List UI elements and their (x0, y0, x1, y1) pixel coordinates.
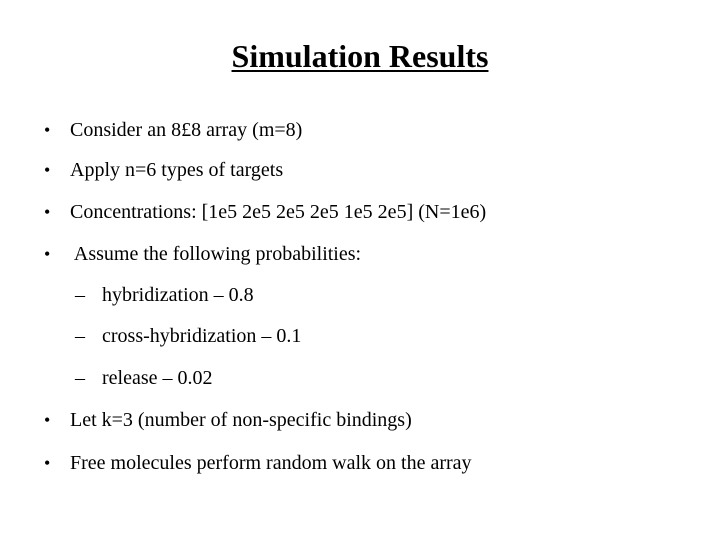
dash-marker: – (75, 367, 85, 389)
bullet-text: Apply n=6 types of targets (70, 159, 284, 181)
bullet-text: Consider an 8£8 array (m=8) (70, 119, 303, 141)
sub-bullet-text: cross-hybridization – 0.1 (102, 325, 302, 347)
sub-bullet-text: hybridization – 0.8 (102, 284, 254, 306)
dash-marker: – (75, 284, 85, 306)
bullet-text: Concentrations: [1e5 2e5 2e5 2e5 1e5 2e5] (N=1e6) (70, 201, 487, 223)
bullet-text: Assume the following probabilities: (70, 243, 362, 265)
bullet-marker: • (44, 244, 51, 264)
bullet-text: Free molecules perform random walk on the array (70, 452, 472, 474)
bullet-marker: • (44, 160, 51, 180)
bullet-marker: • (44, 410, 51, 430)
bullet-text: Let k=3 (number of non-specific bindings) (70, 409, 412, 431)
bullet-marker: • (44, 202, 51, 222)
slide-title-text: Simulation Results (231, 38, 489, 74)
bullet-marker: • (44, 120, 51, 140)
dash-marker: – (75, 325, 85, 347)
sub-bullet-text: release – 0.02 (102, 367, 213, 389)
bullet-marker: • (44, 453, 51, 473)
slide-title (0, 36, 720, 76)
